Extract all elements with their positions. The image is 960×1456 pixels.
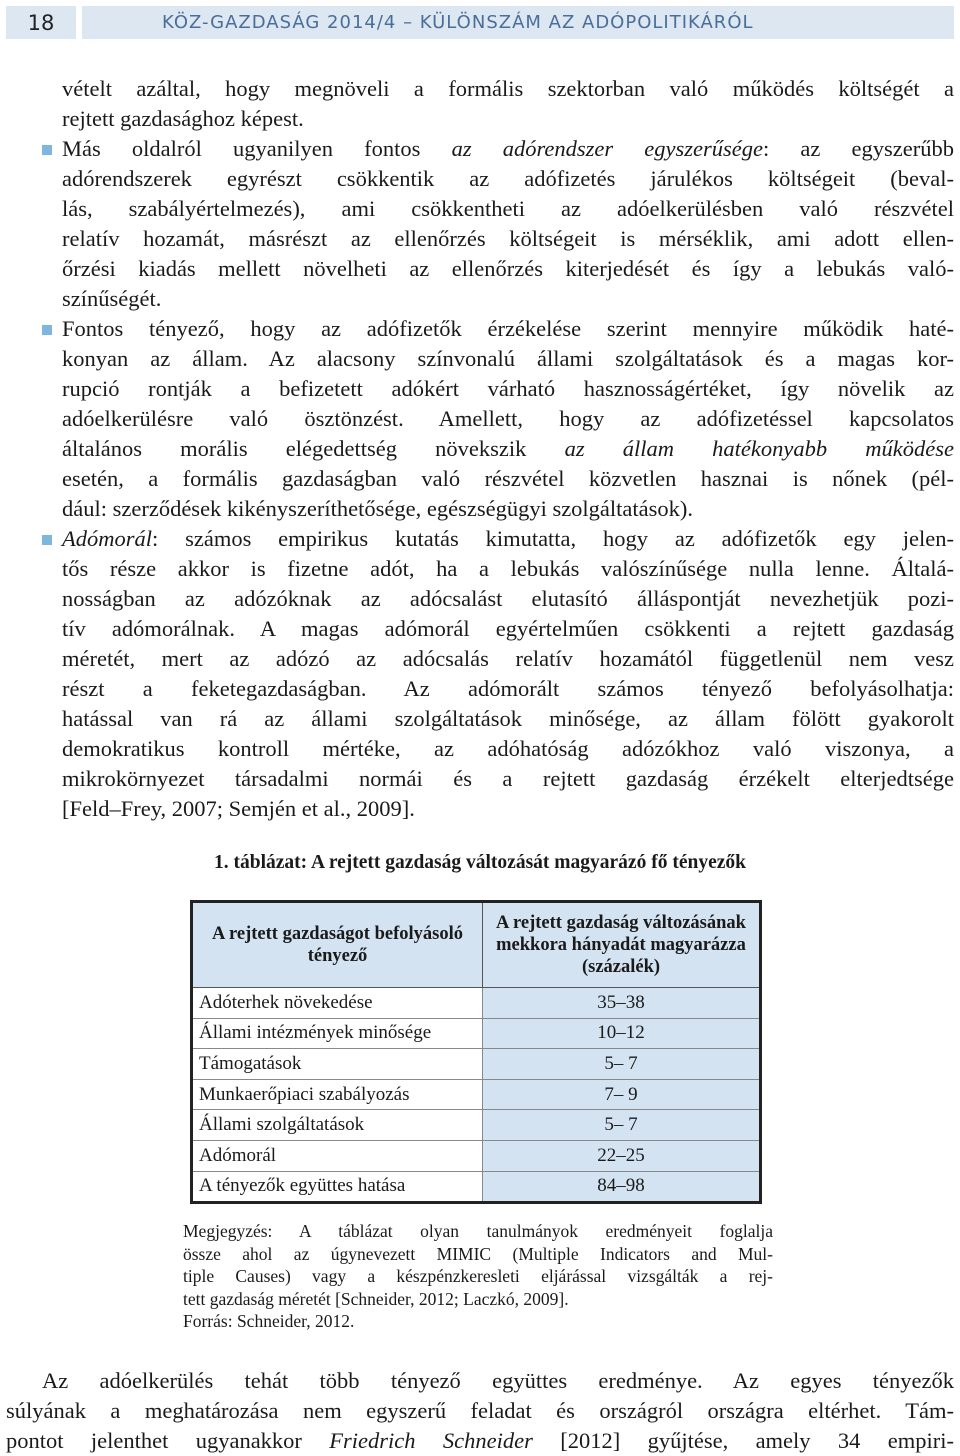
paragraph-line: vételt azáltal, hogy megnöveli a formális szektorban való működés költségét a <box>62 76 954 101</box>
paragraph-line: pontot jelenthet ugyanakkor Friedrich Schneider [2012] gyűjtése, amely 34 empiri- <box>6 1428 955 1453</box>
paragraph-line: rupció rontják a befizetett adókért várható hasznosságértéket, így növelik az <box>62 376 954 401</box>
note-line: Megjegyzés: A táblázat olyan tanulmányok eredményeit foglalja <box>183 1221 773 1241</box>
paragraph-line: Az adóelkerülés tehát több tényező együttes eredménye. Az egyes tényezők <box>42 1368 954 1393</box>
paragraph-line: méretét, mert az adózó az adócsalás relatív hozamától függetlenül nem vesz <box>62 646 954 671</box>
table-source: Forrás: Schneider, 2012. <box>183 1311 355 1331</box>
table-caption: 1. táblázat: A rejtett gazdaság változását magyarázó fő tényezők <box>214 852 746 873</box>
running-title: KÖZ-GAZDASÁG 2014/4 – KÜLÖNSZÁM AZ ADÓPOLITIKÁRÓL <box>82 6 954 39</box>
paragraph-line: [Feld–Frey, 2007; Semjén et al., 2009]. <box>62 796 415 821</box>
factor-cell: Munkaerőpiaci szabályozás <box>192 1079 483 1110</box>
paragraph-line: konyan az állam. Az alacsony színvonalú állami szolgáltatások és a magas kor- <box>62 346 954 371</box>
share-cell: 5– 7 <box>483 1110 761 1141</box>
paragraph-line: mikrokörnyezet társadalmi normái és a rejtett gazdaság érzékelt elterjedtsége <box>62 766 954 791</box>
factor-cell: Adómorál <box>192 1140 483 1171</box>
closing-paragraph <box>6 1366 954 1456</box>
paragraph-line: lás, szabályértelmezés), ami csökkentheti az adóelkerülésben való részvétel <box>62 196 954 221</box>
bullet-item-tax-morale: Adómorál: számos empirikus kutatás kimutatta, hogy az adófizetők egy jelen- <box>62 524 954 554</box>
paragraph-line: rejtett gazdasághoz képest. <box>62 106 304 131</box>
paragraph-line: adórendszerek egyrészt csökkentik az adófizetés járulékos költségeit (beval- <box>62 166 954 191</box>
table-row <box>192 1049 761 1080</box>
bullet-item-efficiency: Fontos tényező, hogy az adófizetők érzékelése szerint mennyire működik haté- <box>62 314 954 344</box>
paragraph-line: súlyának a meghatározása nem egyszerű feladat és országról országra eltérhet. Tám- <box>6 1398 954 1423</box>
table-row <box>192 988 761 1019</box>
body-text <box>62 74 954 824</box>
factor-cell: Adóterhek növekedése <box>192 988 483 1019</box>
paragraph-line: színűségét. <box>62 286 162 311</box>
table-note <box>183 1220 773 1333</box>
note-line: tiple Causes) vagy a készpénzkeresleti eljárással vizsgálták a rej- <box>183 1266 773 1286</box>
square-bullet-icon <box>42 325 52 335</box>
share-cell: 10–12 <box>483 1018 761 1049</box>
paragraph-line: esetén, a formális gazdaságban való részvétel közvetlen hasznai is nőnek (pél- <box>62 466 954 491</box>
paragraph-line: őrzési kiadás mellett növelheti az ellenőrzés kiterjedését és így a lebukás való- <box>62 256 954 281</box>
paragraph-line: tős része akkor is fizetne adót, ha a lebukás valószínűsége nulla lenne. Általá- <box>62 556 954 581</box>
factor-cell: Állami intézmények minősége <box>192 1018 483 1049</box>
column-header-share: A rejtett gazdaság változásának mekkora hányadát magyarázza (százalék) <box>483 902 761 988</box>
paragraph-line: hatással van rá az állami szolgáltatások minősége, az állam fölött gyakorolt <box>62 706 954 731</box>
page-header <box>6 6 954 39</box>
paragraph-line: relatív hozamát, másrészt az ellenőrzés költségeit is mérséklik, ami adott ellen- <box>62 226 954 251</box>
paragraph-line: nosságban az adózóknak az adócsalást elutasító álláspontját nevezhetjük pozi- <box>62 586 954 611</box>
share-cell: 5– 7 <box>483 1049 761 1080</box>
share-cell: 35–38 <box>483 988 761 1019</box>
table-header-row <box>192 902 761 988</box>
paragraph-line: adóelkerülésre való ösztönzést. Amellett, hogy az adófizetéssel kapcsolatos <box>62 406 954 431</box>
bullet-item-simplicity: Más oldalról ugyanilyen fontos az adórendszer egyszerűsége: az egyszerűbb <box>62 134 954 164</box>
factor-cell: Támogatások <box>192 1049 483 1080</box>
share-cell: 84–98 <box>483 1171 761 1203</box>
paragraph-line: részt a feketegazdaságban. Az adómorált számos tényező befolyásolhatja: <box>62 676 954 701</box>
factor-cell: A tényezők együttes hatása <box>192 1171 483 1203</box>
square-bullet-icon <box>42 535 52 545</box>
note-line: tett gazdaság méretét [Schneider, 2012; Laczkó, 2009]. <box>183 1288 569 1309</box>
square-bullet-icon <box>42 145 52 155</box>
table-row <box>192 1018 761 1049</box>
note-line: össze ahol az úgynevezett MIMIC (Multiple Indicators and Mul- <box>183 1243 773 1264</box>
column-header-factor: A rejtett gazdaságot befolyásoló tényező <box>192 902 483 988</box>
paragraph-line: dául: szerződések kikényszeríthetősége, egészségügyi szolgáltatások). <box>62 496 694 521</box>
table-row <box>192 1079 761 1110</box>
table-row <box>192 1140 761 1171</box>
paragraph-line: demokratikus kontroll mértéke, az adóhatóság adózókhoz való viszonya, a <box>62 736 954 761</box>
share-cell: 7– 9 <box>483 1079 761 1110</box>
share-cell: 22–25 <box>483 1140 761 1171</box>
table-row <box>192 1110 761 1141</box>
table-row <box>192 1171 761 1203</box>
paragraph-line: általános morális elégedettség növekszik az állam hatékonyabb működése <box>62 436 954 461</box>
factors-table <box>190 900 762 1204</box>
page-number: 18 <box>6 6 76 39</box>
paragraph-line: tív adómorálnak. A magas adómorál egyértelműen csökkenti a rejtett gazdaság <box>62 616 954 641</box>
factor-cell: Állami szolgáltatások <box>192 1110 483 1141</box>
